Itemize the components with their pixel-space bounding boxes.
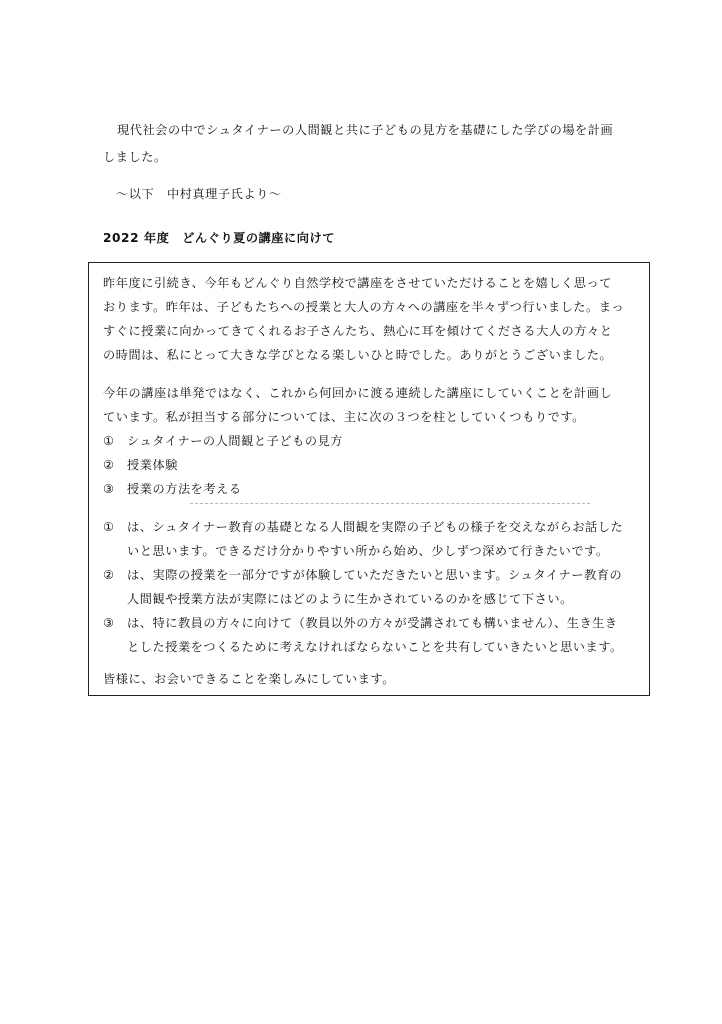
attribution: 〜以下 中村真理子氏より〜	[116, 187, 282, 201]
detail-text: は、特に教員の方々に向けて（教員以外の方々が受講されても構いません）、生き生き	[127, 616, 618, 630]
detail-text-continued: いと思います。できるだけ分かりやすい所から始め、少しずつ深めて行きたいです。	[127, 544, 609, 558]
detail-text: は、シュタイナー教育の基礎となる人間観を実際の子どもの様子を交えながらお話した	[127, 520, 624, 534]
detail-number: ②	[103, 568, 115, 582]
intro-line-2: しました。	[103, 150, 167, 164]
list-number: ③	[103, 482, 115, 496]
list-text: 授業の方法を考える	[127, 482, 242, 496]
list-item	[103, 459, 178, 471]
paragraph-2-line: 今年の講座は単発ではなく、これから何回かに渡る連続した講座にしていくことを計画し	[103, 386, 613, 400]
detail-item	[103, 569, 622, 581]
detail-item	[103, 617, 618, 629]
detail-text-continued: とした授業をつくるために考えなければならないことを共有していきたいと思います。	[127, 640, 623, 654]
paragraph-1-line: の時間は、私にとって大きな学びとなる楽しいひと時でした。ありがとうございました。	[103, 348, 613, 362]
paragraph-2-line: ています。私が担当する部分については、主に次の３つを柱としていくつもりです。	[103, 410, 585, 424]
paragraph-1-line: 昨年度に引続き、今年もどんぐり自然学校で講座をさせていただけることを嬉しく思って	[103, 276, 613, 290]
closing-line: 皆様に、お会いできることを楽しみにしています。	[103, 672, 395, 686]
section-heading: 2022 年度 どんぐり夏の講座に向けて	[103, 231, 335, 245]
detail-number: ③	[103, 616, 115, 630]
detail-text-continued: 人間観や授業方法が実際にはどのように生かされているのかを感じて下さい。	[127, 592, 573, 606]
detail-item	[103, 521, 623, 533]
list-text: 授業体験	[127, 458, 178, 472]
scan-artifact-line	[190, 503, 590, 504]
list-number: ②	[103, 458, 115, 472]
detail-text: は、実際の授業を一部分ですが体験していただきたいと思います。シュタイナー教育の	[127, 568, 623, 582]
paragraph-1-line: すぐに授業に向かってきてくれるお子さんたち、熱心に耳を傾けてくださる大人の方々と	[103, 324, 613, 338]
list-item	[103, 483, 242, 495]
paragraph-1-line: おります。昨年は、子どもたちへの授業と大人の方々への講座を半々ずつ行いました。まっ	[103, 300, 625, 314]
list-number: ①	[103, 434, 115, 448]
list-text: シュタイナーの人間観と子どもの見方	[127, 434, 344, 448]
list-item	[103, 435, 343, 447]
detail-number: ①	[103, 520, 115, 534]
intro-line-1: 現代社会の中でシュタイナーの人間観と共に子どもの見方を基礎にした学びの場を計画	[117, 123, 614, 137]
